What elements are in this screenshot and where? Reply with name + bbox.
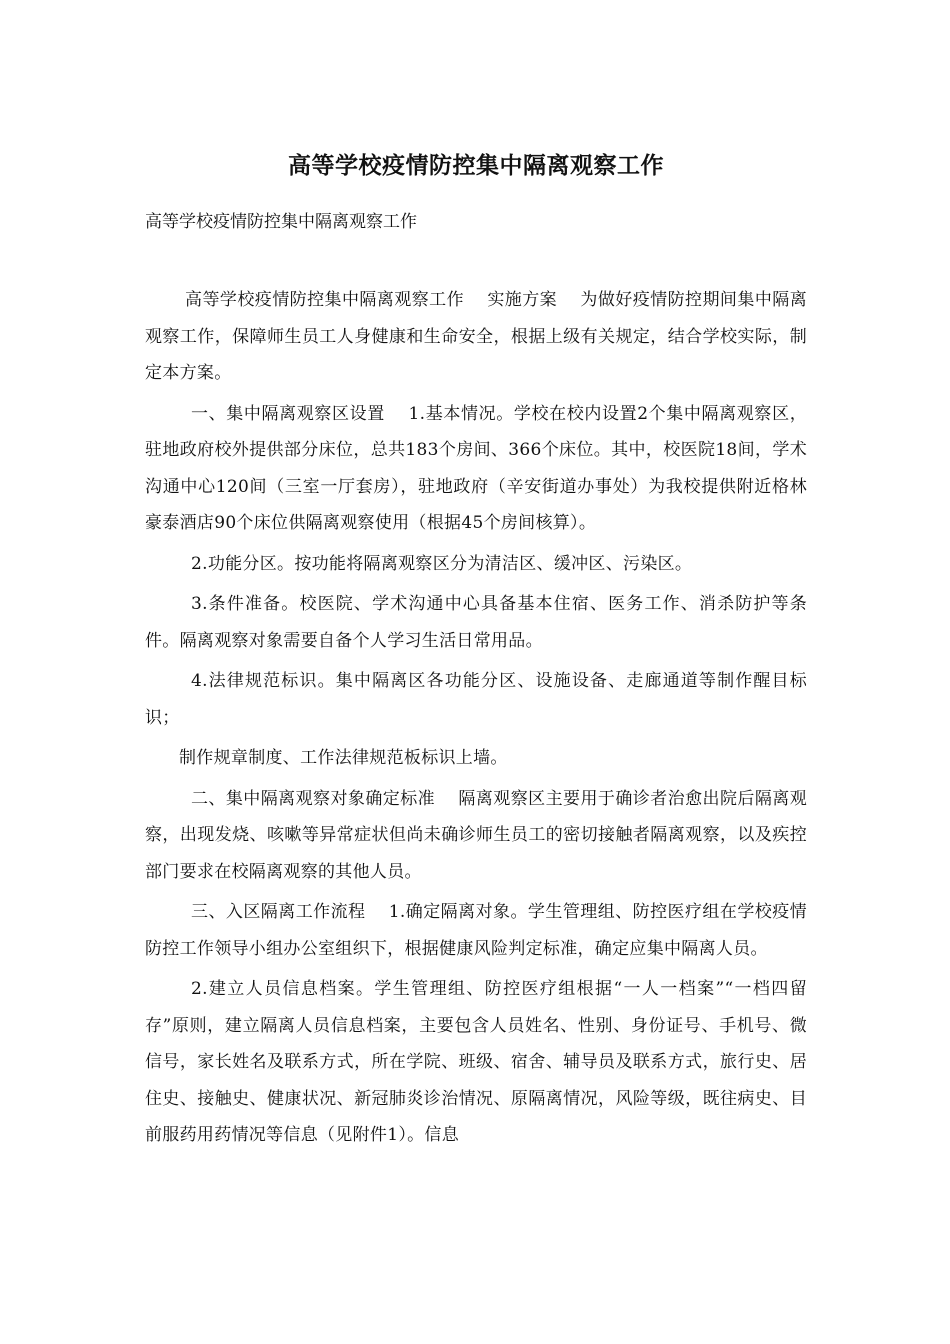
document-subtitle: 高等学校疫情防控集中隔离观察工作 bbox=[145, 212, 417, 232]
document-title: 高等学校疫情防控集中隔离观察工作 bbox=[288, 152, 664, 179]
paragraph-section-1: 一、集中隔离观察区设置 1.基本情况。学校在校内设置2个集中隔离观察区，驻地政府校外提供部分床位，总共183个房间、366个床位。其中，校医院18间，学术沟通中心120间（三室一厅套房），驻地政府（辛安街道办事处）为我校提供附近格林豪泰酒店90个床位供隔离观察使用（根据45个房间核算）。 bbox=[145, 403, 807, 533]
paragraph-section-2: 二、集中隔离观察对象确定标准 隔离观察区主要用于确诊者治愈出院后隔离观察，出现发烧、咳嗽等异常症状但尚未确诊师生员工的密切接触者隔离观察，以及疾控部门要求在校隔离观察的其他人员。 bbox=[145, 788, 807, 882]
paragraph-regulations: 制作规章制度、工作法律规范板标识上墙。 bbox=[179, 748, 508, 768]
paragraph-intro: 高等学校疫情防控集中隔离观察工作 实施方案 为做好疫情防控期间集中隔离观察工作，保障师生员工人身健康和生命安全，根据上级有关规定，结合学校实际，制定本方案。 bbox=[145, 290, 807, 383]
document-page bbox=[145, 150, 807, 1158]
paragraph-section-3: 三、入区隔离工作流程 1.确定隔离对象。学生管理组、防控医疗组在学校疫情防控工作领导小组办公室组织下，根据健康风险判定标准，确定应集中隔离人员。 bbox=[145, 902, 807, 959]
paragraph-conditions: 3.条件准备。校医院、学术沟通中心具备基本住宿、医务工作、消杀防护等条件。隔离观察对象需要自备个人学习生活日常用品。 bbox=[145, 594, 807, 651]
paragraph-signage: 4.法律规范标识。集中隔离区各功能分区、设施设备、走廊通道等制作醒目标识； bbox=[145, 671, 807, 728]
paragraph-archives: 2.建立人员信息档案。学生管理组、防控医疗组根据“一人一档案”“一档四留存”原则，建立隔离人员信息档案，主要包含人员姓名、性别、身份证号、手机号、微信号，家长姓名及联系方式，所在学院、班级、宿舍、辅导员及联系方式，旅行史、居住史、接触史、健康状况、新冠肺炎诊治情况、原隔离情况，风险等级，既往病史、目前服药用药情况等信息（见附件1）。信息 bbox=[145, 979, 807, 1145]
paragraph-function-zones: 2.功能分区。按功能将隔离观察区分为清洁区、缓冲区、污染区。 bbox=[191, 553, 693, 574]
